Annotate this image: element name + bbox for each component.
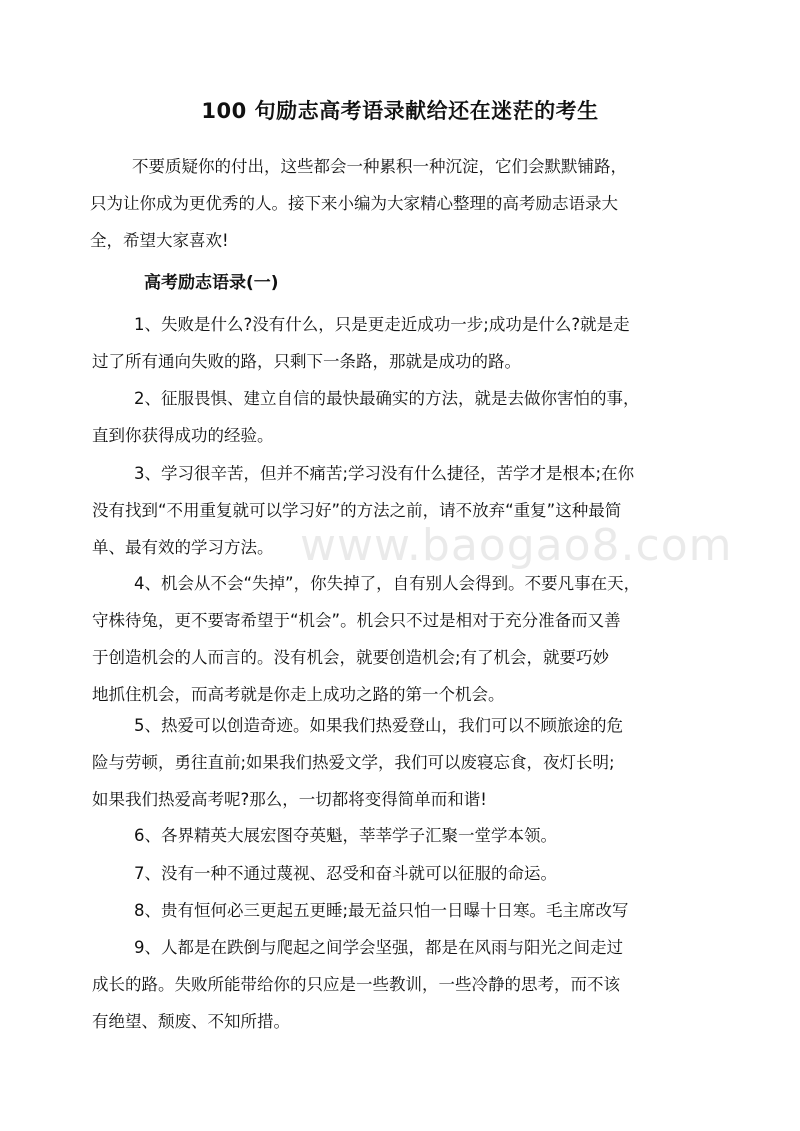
quote-item-3 — [92, 455, 714, 566]
watermark: www.baogao8.com — [300, 520, 733, 571]
quote-line: 有绝望、颓废、不知所措。 — [92, 1012, 290, 1031]
quote-line: 5、热爱可以创造奇迹。如果我们热爱登山，我们可以不顾旅途的危 — [134, 716, 623, 735]
quote-item-6 — [92, 817, 714, 854]
quote-line: 8、贵有恒何必三更起五更睡;最无益只怕一日曝十日寒。毛主席改写 — [134, 901, 629, 920]
quote-line: 4、机会从不会“失掉”，你失掉了，自有别人会得到。不要凡事在天， — [134, 574, 641, 593]
quote-line: 3、学习很辛苦，但并不痛苦;学习没有什么捷径，苦学才是根本;在你 — [134, 464, 635, 483]
quote-line: 过了所有通向失败的路，只剩下一条路，那就是成功的路。 — [92, 352, 521, 371]
quote-line: 守株待兔，更不要寄希望于“机会”。机会只不过是相对于充分准备而又善 — [92, 611, 621, 630]
quote-item-5 — [92, 707, 714, 818]
quote-line: 9、人都是在跌倒与爬起之间学会坚强，都是在风雨与阳光之间走过 — [134, 938, 623, 957]
quote-line: 单、最有效的学习方法。 — [92, 538, 274, 557]
intro-line: 全，希望大家喜欢! — [90, 231, 229, 250]
quote-line: 2、征服畏惧、建立自信的最快最确实的方法，就是去做你害怕的事， — [134, 389, 640, 408]
quote-item-1 — [92, 306, 714, 380]
quote-line: 6、各界精英大展宏图夺英魁，莘莘学子汇聚一堂学本领。 — [134, 826, 557, 845]
quote-line: 于创造机会的人而言的。没有机会，就要创造机会;有了机会，就要巧妙 — [92, 648, 610, 667]
quote-item-2 — [92, 380, 714, 454]
quote-item-8 — [92, 892, 714, 929]
quote-line: 直到你获得成功的经验。 — [92, 426, 274, 445]
quote-item-9 — [92, 929, 714, 1040]
quote-line: 1、失败是什么?没有什么，只是更走近成功一步;成功是什么?就是走 — [134, 315, 630, 334]
quote-line: 险与劳顿，勇往直前;如果我们热爱文学，我们可以废寝忘食，夜灯长明; — [92, 753, 615, 772]
quote-line: 7、没有一种不通过蔑视、忍受和奋斗就可以征服的命运。 — [134, 864, 557, 883]
document-title: 100 句励志高考语录献给还在迷茫的考生 — [201, 99, 599, 123]
section-heading: 高考励志语录(一) — [144, 273, 279, 293]
quote-item-4 — [92, 565, 714, 713]
quote-line: 成长的路。失败所能带给你的只应是一些教训，一些冷静的思考，而不该 — [92, 975, 620, 994]
quote-line: 地抓住机会，而高考就是你走上成功之路的第一个机会。 — [92, 685, 505, 704]
quote-line: 没有找到“不用重复就可以学习好”的方法之前，请不放弃“重复”这种最简 — [92, 501, 622, 520]
intro-line: 只为让你成为更优秀的人。接下来小编为大家精心整理的高考励志语录大 — [90, 194, 618, 213]
intro-paragraph — [90, 148, 710, 259]
quote-item-7 — [92, 855, 714, 892]
quote-line: 如果我们热爱高考呢?那么，一切都将变得简单而和谐! — [92, 790, 487, 809]
intro-line: 不要质疑你的付出，这些都会一种累积一种沉淀，它们会默默铺路， — [132, 157, 627, 176]
